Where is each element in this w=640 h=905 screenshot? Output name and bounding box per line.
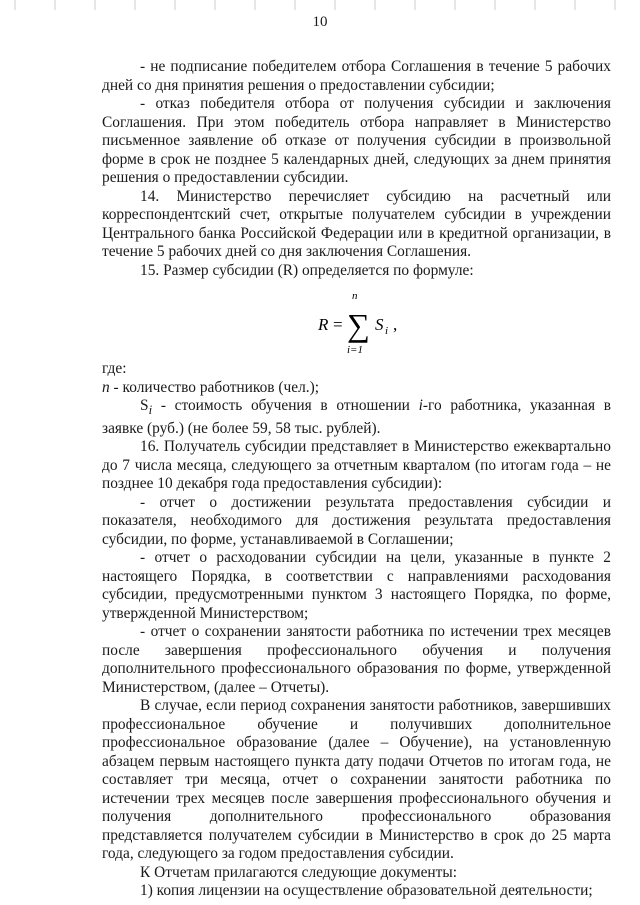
paragraph-attachments: К Отчетам прилагаются следующие документы: xyxy=(140,863,458,881)
formula-comma: , xyxy=(393,315,398,334)
subsidy-formula xyxy=(102,286,611,360)
where-label: где: xyxy=(102,360,127,377)
var-s-subscript: i xyxy=(148,403,153,418)
paragraph-not-signing: - не подписание победителем отбора Соглашения в течение 5 рабочих дней со дня принятия решения о предоставлении субсидии; xyxy=(102,58,611,94)
paragraph-16-reporting: 16. Получатель субсидии представляет в Министерство ежеквартально до 7 числа месяца, следующего за отчетным кварталом (по итогам года – не позднее 10 декабря года предоставления субсидии): xyxy=(102,438,611,493)
paragraph-15-formula-intro: 15. Размер субсидии (R) определяется по формуле: xyxy=(140,261,474,279)
var-n: n xyxy=(102,378,110,396)
bullet-employment-report: - отчет о сохранении занятости работника по истечении трех месяцев после завершения профессионального обучения и получения дополнительного профессионального образования по форме, утвержденной Министерством, (далее – Отчеты). xyxy=(102,623,611,696)
definition-n xyxy=(102,379,611,398)
formula-upper-limit: n xyxy=(352,290,358,302)
definition-si xyxy=(102,397,611,438)
paragraph-14-transfer: 14. Министерство перечисляет субсидию на расчетный или корреспондентский счет, открытые получателем субсидии в учреждении Центрального банка Российской Федерации или в кредитной организации, в течение 5 рабочих дней со дня заключения Соглашения. xyxy=(102,187,611,260)
page-number: 10 xyxy=(312,14,328,30)
formula-term-subscript: i xyxy=(385,325,389,337)
formula-lhs: R xyxy=(318,315,329,334)
paragraph-refusal: - отказ победителя отбора от получения субсидии и заключения Соглашения. При этом победитель отбора направляет в Министерство письменное заявление об отказе от получения субсидии в произвольной форме в срок не позднее 5 календарных дней, следующих за днем принятия решения о предоставлении субсидии. xyxy=(102,95,611,186)
definition-n-text: - количество работников (чел.); xyxy=(109,378,320,396)
var-s: S xyxy=(140,397,149,414)
bullet-expense-report: - отчет о расходовании субсидии на цели, указанные в пункте 2 настоящего Порядка, в соответствии с направлениями расходования субсидии, предусмотренными пунктом 3 настоящего Порядка, по форме, утвержденной Министерством; xyxy=(102,549,611,622)
definition-si-text-b: -го работника, указанная в заявке (руб.) (не более 59, 58 тыс. рублей). xyxy=(102,397,611,437)
formula-sigma-icon: ∑ xyxy=(347,307,370,343)
bullet-result-report: - отчет о достижении результата предоставления субсидии и показателя, необходимого для достижения результата предоставления субсидии, по форме, устанавливаемой в Соглашении; xyxy=(102,493,611,548)
definition-si-text-a: - стоимость обучения в отношении xyxy=(152,397,419,414)
document-body xyxy=(102,58,611,901)
paragraph-employment-period: В случае, если период сохранения занятости работников, завершивших профессиональное обучение и получивших дополнительное профессиональное образование (далее – Обучение), на установленную абзацем первым настоящего пункта дату подачи Отчетов по итогам года, не составляет три месяца, отчет о сохранении занятости работника по истечении трех месяцев после завершения профессионального обучения и получения дополнительного профессионального образования представляется получателем субсидии в Министерство в срок до 25 марта года, следующего за годом предоставления субсидии. xyxy=(102,697,611,863)
definition-si-index: i xyxy=(418,397,423,414)
formula-graphic xyxy=(302,286,412,360)
scan-artifact-strip xyxy=(0,0,640,10)
attachment-item-1: 1) копия лицензии на осуществление образовательной деятельности; xyxy=(140,882,593,900)
formula-equals: = xyxy=(333,315,343,334)
formula-term: S xyxy=(375,315,384,334)
formula-lower-limit: i=1 xyxy=(347,344,363,356)
